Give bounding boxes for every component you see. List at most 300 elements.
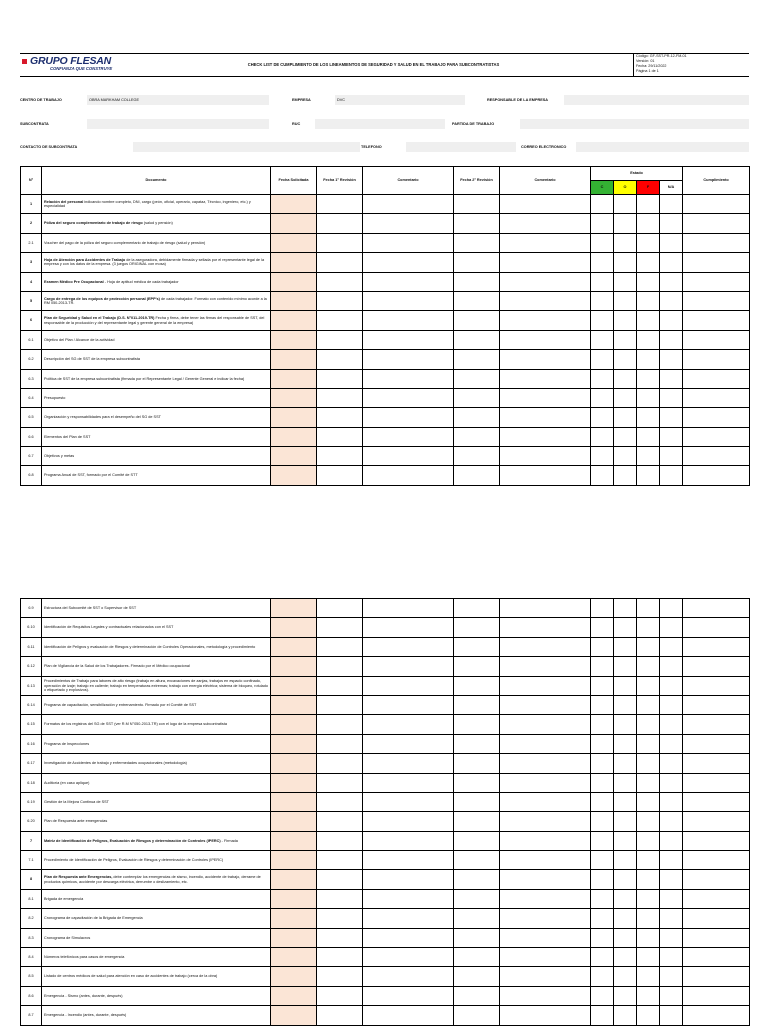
fecha-2-cell[interactable] (454, 253, 500, 272)
comentario-1-cell[interactable] (363, 466, 454, 485)
fecha-1-cell[interactable] (317, 195, 363, 214)
estado-c-cell[interactable] (591, 1006, 614, 1025)
fecha-2-cell[interactable] (454, 466, 500, 485)
estado-o-cell[interactable] (614, 948, 637, 967)
comentario-2-cell[interactable] (500, 291, 591, 310)
estado-f-cell[interactable] (637, 311, 660, 330)
fecha-solicitada-cell[interactable] (271, 792, 317, 811)
estado-o-cell[interactable] (614, 676, 637, 695)
comentario-2-cell[interactable] (500, 967, 591, 986)
estado-c-cell[interactable] (591, 233, 614, 252)
cumplimiento-cell[interactable] (683, 253, 750, 272)
estado-o-cell[interactable] (614, 311, 637, 330)
comentario-2-cell[interactable] (500, 330, 591, 349)
estado-o-cell[interactable] (614, 754, 637, 773)
estado-na-cell[interactable] (660, 967, 683, 986)
estado-o-cell[interactable] (614, 812, 637, 831)
comentario-1-cell[interactable] (363, 408, 454, 427)
estado-f-cell[interactable] (637, 599, 660, 618)
fecha-solicitada-cell[interactable] (271, 967, 317, 986)
estado-na-cell[interactable] (660, 986, 683, 1005)
estado-na-cell[interactable] (660, 889, 683, 908)
fecha-2-cell[interactable] (454, 272, 500, 291)
comentario-1-cell[interactable] (363, 447, 454, 466)
comentario-1-cell[interactable] (363, 812, 454, 831)
estado-na-cell[interactable] (660, 195, 683, 214)
fecha-1-cell[interactable] (317, 637, 363, 656)
fecha-2-cell[interactable] (454, 928, 500, 947)
estado-c-cell[interactable] (591, 812, 614, 831)
estado-c-cell[interactable] (591, 350, 614, 369)
comentario-2-cell[interactable] (500, 214, 591, 233)
estado-c-cell[interactable] (591, 291, 614, 310)
comentario-2-cell[interactable] (500, 427, 591, 446)
comentario-2-cell[interactable] (500, 369, 591, 388)
partida-field[interactable] (520, 119, 749, 129)
fecha-2-cell[interactable] (454, 195, 500, 214)
comentario-2-cell[interactable] (500, 388, 591, 407)
estado-c-cell[interactable] (591, 195, 614, 214)
fecha-2-cell[interactable] (454, 909, 500, 928)
comentario-1-cell[interactable] (363, 715, 454, 734)
estado-o-cell[interactable] (614, 599, 637, 618)
fecha-solicitada-cell[interactable] (271, 909, 317, 928)
comentario-1-cell[interactable] (363, 330, 454, 349)
cumplimiento-cell[interactable] (683, 851, 750, 870)
estado-o-cell[interactable] (614, 388, 637, 407)
fecha-1-cell[interactable] (317, 253, 363, 272)
estado-f-cell[interactable] (637, 909, 660, 928)
fecha-1-cell[interactable] (317, 851, 363, 870)
comentario-2-cell[interactable] (500, 272, 591, 291)
fecha-2-cell[interactable] (454, 350, 500, 369)
fecha-solicitada-cell[interactable] (271, 851, 317, 870)
estado-o-cell[interactable] (614, 350, 637, 369)
estado-f-cell[interactable] (637, 1006, 660, 1025)
estado-na-cell[interactable] (660, 637, 683, 656)
estado-f-cell[interactable] (637, 233, 660, 252)
comentario-2-cell[interactable] (500, 812, 591, 831)
fecha-1-cell[interactable] (317, 311, 363, 330)
estado-c-cell[interactable] (591, 657, 614, 676)
estado-f-cell[interactable] (637, 812, 660, 831)
comentario-1-cell[interactable] (363, 948, 454, 967)
estado-na-cell[interactable] (660, 831, 683, 850)
comentario-2-cell[interactable] (500, 889, 591, 908)
fecha-2-cell[interactable] (454, 967, 500, 986)
cumplimiento-cell[interactable] (683, 928, 750, 947)
fecha-1-cell[interactable] (317, 812, 363, 831)
estado-o-cell[interactable] (614, 447, 637, 466)
estado-f-cell[interactable] (637, 889, 660, 908)
estado-c-cell[interactable] (591, 408, 614, 427)
estado-c-cell[interactable] (591, 909, 614, 928)
estado-na-cell[interactable] (660, 928, 683, 947)
estado-o-cell[interactable] (614, 831, 637, 850)
fecha-solicitada-cell[interactable] (271, 676, 317, 695)
estado-c-cell[interactable] (591, 253, 614, 272)
cumplimiento-cell[interactable] (683, 350, 750, 369)
estado-c-cell[interactable] (591, 986, 614, 1005)
estado-na-cell[interactable] (660, 466, 683, 485)
estado-f-cell[interactable] (637, 427, 660, 446)
cumplimiento-cell[interactable] (683, 447, 750, 466)
estado-o-cell[interactable] (614, 851, 637, 870)
estado-na-cell[interactable] (660, 447, 683, 466)
estado-c-cell[interactable] (591, 773, 614, 792)
fecha-solicitada-cell[interactable] (271, 986, 317, 1005)
fecha-1-cell[interactable] (317, 831, 363, 850)
estado-f-cell[interactable] (637, 928, 660, 947)
cumplimiento-cell[interactable] (683, 948, 750, 967)
comentario-1-cell[interactable] (363, 734, 454, 753)
estado-na-cell[interactable] (660, 214, 683, 233)
contacto-field[interactable] (133, 142, 360, 152)
cumplimiento-cell[interactable] (683, 909, 750, 928)
estado-f-cell[interactable] (637, 792, 660, 811)
comentario-1-cell[interactable] (363, 676, 454, 695)
cumplimiento-cell[interactable] (683, 676, 750, 695)
fecha-2-cell[interactable] (454, 831, 500, 850)
cumplimiento-cell[interactable] (683, 967, 750, 986)
fecha-solicitada-cell[interactable] (271, 948, 317, 967)
fecha-1-cell[interactable] (317, 214, 363, 233)
fecha-solicitada-cell[interactable] (271, 657, 317, 676)
fecha-2-cell[interactable] (454, 792, 500, 811)
estado-c-cell[interactable] (591, 272, 614, 291)
estado-c-cell[interactable] (591, 967, 614, 986)
estado-c-cell[interactable] (591, 676, 614, 695)
estado-f-cell[interactable] (637, 754, 660, 773)
estado-na-cell[interactable] (660, 388, 683, 407)
cumplimiento-cell[interactable] (683, 291, 750, 310)
estado-c-cell[interactable] (591, 870, 614, 889)
comentario-2-cell[interactable] (500, 792, 591, 811)
comentario-2-cell[interactable] (500, 408, 591, 427)
estado-c-cell[interactable] (591, 447, 614, 466)
comentario-1-cell[interactable] (363, 986, 454, 1005)
estado-c-cell[interactable] (591, 889, 614, 908)
estado-f-cell[interactable] (637, 637, 660, 656)
comentario-1-cell[interactable] (363, 618, 454, 637)
ruc-field[interactable] (315, 119, 445, 129)
fecha-1-cell[interactable] (317, 715, 363, 734)
cumplimiento-cell[interactable] (683, 715, 750, 734)
fecha-solicitada-cell[interactable] (271, 734, 317, 753)
cumplimiento-cell[interactable] (683, 986, 750, 1005)
estado-f-cell[interactable] (637, 657, 660, 676)
fecha-2-cell[interactable] (454, 870, 500, 889)
comentario-1-cell[interactable] (363, 233, 454, 252)
estado-o-cell[interactable] (614, 618, 637, 637)
correo-field[interactable] (576, 142, 749, 152)
estado-o-cell[interactable] (614, 928, 637, 947)
fecha-solicitada-cell[interactable] (271, 466, 317, 485)
estado-c-cell[interactable] (591, 214, 614, 233)
estado-na-cell[interactable] (660, 330, 683, 349)
cumplimiento-cell[interactable] (683, 754, 750, 773)
cumplimiento-cell[interactable] (683, 330, 750, 349)
fecha-1-cell[interactable] (317, 695, 363, 714)
fecha-2-cell[interactable] (454, 291, 500, 310)
estado-o-cell[interactable] (614, 1006, 637, 1025)
fecha-solicitada-cell[interactable] (271, 195, 317, 214)
comentario-1-cell[interactable] (363, 427, 454, 446)
estado-c-cell[interactable] (591, 466, 614, 485)
comentario-2-cell[interactable] (500, 928, 591, 947)
cumplimiento-cell[interactable] (683, 233, 750, 252)
cumplimiento-cell[interactable] (683, 1006, 750, 1025)
fecha-2-cell[interactable] (454, 618, 500, 637)
estado-c-cell[interactable] (591, 618, 614, 637)
estado-na-cell[interactable] (660, 734, 683, 753)
comentario-1-cell[interactable] (363, 695, 454, 714)
comentario-2-cell[interactable] (500, 948, 591, 967)
estado-na-cell[interactable] (660, 792, 683, 811)
comentario-2-cell[interactable] (500, 195, 591, 214)
comentario-1-cell[interactable] (363, 291, 454, 310)
comentario-1-cell[interactable] (363, 967, 454, 986)
estado-f-cell[interactable] (637, 214, 660, 233)
fecha-2-cell[interactable] (454, 599, 500, 618)
fecha-1-cell[interactable] (317, 773, 363, 792)
fecha-2-cell[interactable] (454, 657, 500, 676)
fecha-solicitada-cell[interactable] (271, 599, 317, 618)
cumplimiento-cell[interactable] (683, 734, 750, 753)
fecha-solicitada-cell[interactable] (271, 831, 317, 850)
estado-na-cell[interactable] (660, 1006, 683, 1025)
fecha-2-cell[interactable] (454, 676, 500, 695)
estado-f-cell[interactable] (637, 330, 660, 349)
comentario-2-cell[interactable] (500, 773, 591, 792)
estado-o-cell[interactable] (614, 369, 637, 388)
empresa-field[interactable]: DVC (335, 95, 465, 105)
estado-o-cell[interactable] (614, 195, 637, 214)
cumplimiento-cell[interactable] (683, 831, 750, 850)
estado-na-cell[interactable] (660, 812, 683, 831)
fecha-2-cell[interactable] (454, 388, 500, 407)
estado-c-cell[interactable] (591, 715, 614, 734)
estado-na-cell[interactable] (660, 657, 683, 676)
comentario-2-cell[interactable] (500, 676, 591, 695)
fecha-1-cell[interactable] (317, 408, 363, 427)
estado-o-cell[interactable] (614, 695, 637, 714)
fecha-2-cell[interactable] (454, 1006, 500, 1025)
estado-f-cell[interactable] (637, 948, 660, 967)
comentario-2-cell[interactable] (500, 311, 591, 330)
fecha-solicitada-cell[interactable] (271, 369, 317, 388)
fecha-2-cell[interactable] (454, 369, 500, 388)
fecha-solicitada-cell[interactable] (271, 618, 317, 637)
cumplimiento-cell[interactable] (683, 889, 750, 908)
fecha-solicitada-cell[interactable] (271, 715, 317, 734)
responsable-field[interactable] (564, 95, 749, 105)
comentario-1-cell[interactable] (363, 792, 454, 811)
comentario-2-cell[interactable] (500, 831, 591, 850)
estado-f-cell[interactable] (637, 388, 660, 407)
estado-f-cell[interactable] (637, 408, 660, 427)
estado-o-cell[interactable] (614, 214, 637, 233)
fecha-solicitada-cell[interactable] (271, 253, 317, 272)
fecha-1-cell[interactable] (317, 889, 363, 908)
comentario-1-cell[interactable] (363, 311, 454, 330)
fecha-1-cell[interactable] (317, 388, 363, 407)
estado-f-cell[interactable] (637, 695, 660, 714)
cumplimiento-cell[interactable] (683, 695, 750, 714)
comentario-2-cell[interactable] (500, 1006, 591, 1025)
estado-f-cell[interactable] (637, 676, 660, 695)
estado-f-cell[interactable] (637, 870, 660, 889)
estado-o-cell[interactable] (614, 715, 637, 734)
estado-f-cell[interactable] (637, 986, 660, 1005)
fecha-solicitada-cell[interactable] (271, 330, 317, 349)
estado-na-cell[interactable] (660, 369, 683, 388)
estado-o-cell[interactable] (614, 253, 637, 272)
fecha-2-cell[interactable] (454, 233, 500, 252)
estado-f-cell[interactable] (637, 272, 660, 291)
comentario-2-cell[interactable] (500, 447, 591, 466)
fecha-1-cell[interactable] (317, 233, 363, 252)
fecha-solicitada-cell[interactable] (271, 233, 317, 252)
fecha-1-cell[interactable] (317, 447, 363, 466)
cumplimiento-cell[interactable] (683, 599, 750, 618)
fecha-1-cell[interactable] (317, 350, 363, 369)
estado-na-cell[interactable] (660, 870, 683, 889)
fecha-solicitada-cell[interactable] (271, 291, 317, 310)
estado-f-cell[interactable] (637, 350, 660, 369)
cumplimiento-cell[interactable] (683, 272, 750, 291)
fecha-solicitada-cell[interactable] (271, 637, 317, 656)
comentario-1-cell[interactable] (363, 657, 454, 676)
fecha-2-cell[interactable] (454, 715, 500, 734)
comentario-2-cell[interactable] (500, 754, 591, 773)
comentario-1-cell[interactable] (363, 195, 454, 214)
fecha-1-cell[interactable] (317, 466, 363, 485)
fecha-1-cell[interactable] (317, 928, 363, 947)
estado-f-cell[interactable] (637, 831, 660, 850)
fecha-1-cell[interactable] (317, 272, 363, 291)
comentario-2-cell[interactable] (500, 599, 591, 618)
fecha-2-cell[interactable] (454, 734, 500, 753)
fecha-1-cell[interactable] (317, 1006, 363, 1025)
estado-na-cell[interactable] (660, 233, 683, 252)
estado-f-cell[interactable] (637, 447, 660, 466)
estado-f-cell[interactable] (637, 618, 660, 637)
fecha-1-cell[interactable] (317, 948, 363, 967)
fecha-solicitada-cell[interactable] (271, 870, 317, 889)
comentario-1-cell[interactable] (363, 889, 454, 908)
comentario-1-cell[interactable] (363, 388, 454, 407)
fecha-2-cell[interactable] (454, 427, 500, 446)
estado-o-cell[interactable] (614, 466, 637, 485)
estado-o-cell[interactable] (614, 637, 637, 656)
fecha-2-cell[interactable] (454, 447, 500, 466)
cumplimiento-cell[interactable] (683, 408, 750, 427)
fecha-1-cell[interactable] (317, 676, 363, 695)
fecha-solicitada-cell[interactable] (271, 889, 317, 908)
subcontrata-field[interactable] (87, 119, 269, 129)
fecha-2-cell[interactable] (454, 408, 500, 427)
estado-na-cell[interactable] (660, 909, 683, 928)
estado-c-cell[interactable] (591, 754, 614, 773)
estado-f-cell[interactable] (637, 967, 660, 986)
centro-field[interactable]: OBRA MARKHAM COLLEGE (87, 95, 269, 105)
estado-c-cell[interactable] (591, 369, 614, 388)
estado-c-cell[interactable] (591, 734, 614, 753)
estado-o-cell[interactable] (614, 792, 637, 811)
estado-na-cell[interactable] (660, 618, 683, 637)
fecha-2-cell[interactable] (454, 851, 500, 870)
fecha-1-cell[interactable] (317, 427, 363, 446)
fecha-1-cell[interactable] (317, 657, 363, 676)
estado-o-cell[interactable] (614, 330, 637, 349)
comentario-2-cell[interactable] (500, 466, 591, 485)
cumplimiento-cell[interactable] (683, 427, 750, 446)
fecha-solicitada-cell[interactable] (271, 350, 317, 369)
fecha-solicitada-cell[interactable] (271, 408, 317, 427)
comentario-1-cell[interactable] (363, 350, 454, 369)
fecha-solicitada-cell[interactable] (271, 311, 317, 330)
estado-c-cell[interactable] (591, 948, 614, 967)
estado-o-cell[interactable] (614, 870, 637, 889)
comentario-2-cell[interactable] (500, 986, 591, 1005)
comentario-2-cell[interactable] (500, 851, 591, 870)
fecha-2-cell[interactable] (454, 214, 500, 233)
comentario-2-cell[interactable] (500, 233, 591, 252)
estado-o-cell[interactable] (614, 967, 637, 986)
fecha-solicitada-cell[interactable] (271, 388, 317, 407)
fecha-solicitada-cell[interactable] (271, 1006, 317, 1025)
estado-o-cell[interactable] (614, 909, 637, 928)
comentario-1-cell[interactable] (363, 1006, 454, 1025)
estado-na-cell[interactable] (660, 291, 683, 310)
comentario-2-cell[interactable] (500, 350, 591, 369)
comentario-1-cell[interactable] (363, 599, 454, 618)
fecha-2-cell[interactable] (454, 986, 500, 1005)
fecha-solicitada-cell[interactable] (271, 427, 317, 446)
fecha-1-cell[interactable] (317, 967, 363, 986)
cumplimiento-cell[interactable] (683, 388, 750, 407)
estado-o-cell[interactable] (614, 734, 637, 753)
comentario-2-cell[interactable] (500, 618, 591, 637)
comentario-1-cell[interactable] (363, 831, 454, 850)
estado-na-cell[interactable] (660, 754, 683, 773)
fecha-2-cell[interactable] (454, 812, 500, 831)
comentario-1-cell[interactable] (363, 272, 454, 291)
fecha-1-cell[interactable] (317, 870, 363, 889)
fecha-solicitada-cell[interactable] (271, 812, 317, 831)
fecha-2-cell[interactable] (454, 754, 500, 773)
comentario-2-cell[interactable] (500, 870, 591, 889)
fecha-solicitada-cell[interactable] (271, 928, 317, 947)
comentario-2-cell[interactable] (500, 657, 591, 676)
cumplimiento-cell[interactable] (683, 369, 750, 388)
cumplimiento-cell[interactable] (683, 812, 750, 831)
comentario-1-cell[interactable] (363, 928, 454, 947)
comentario-1-cell[interactable] (363, 909, 454, 928)
estado-na-cell[interactable] (660, 311, 683, 330)
comentario-2-cell[interactable] (500, 715, 591, 734)
telefono-field[interactable] (406, 142, 516, 152)
estado-na-cell[interactable] (660, 408, 683, 427)
fecha-solicitada-cell[interactable] (271, 214, 317, 233)
comentario-2-cell[interactable] (500, 734, 591, 753)
cumplimiento-cell[interactable] (683, 773, 750, 792)
estado-na-cell[interactable] (660, 851, 683, 870)
fecha-solicitada-cell[interactable] (271, 272, 317, 291)
comentario-1-cell[interactable] (363, 773, 454, 792)
estado-c-cell[interactable] (591, 388, 614, 407)
